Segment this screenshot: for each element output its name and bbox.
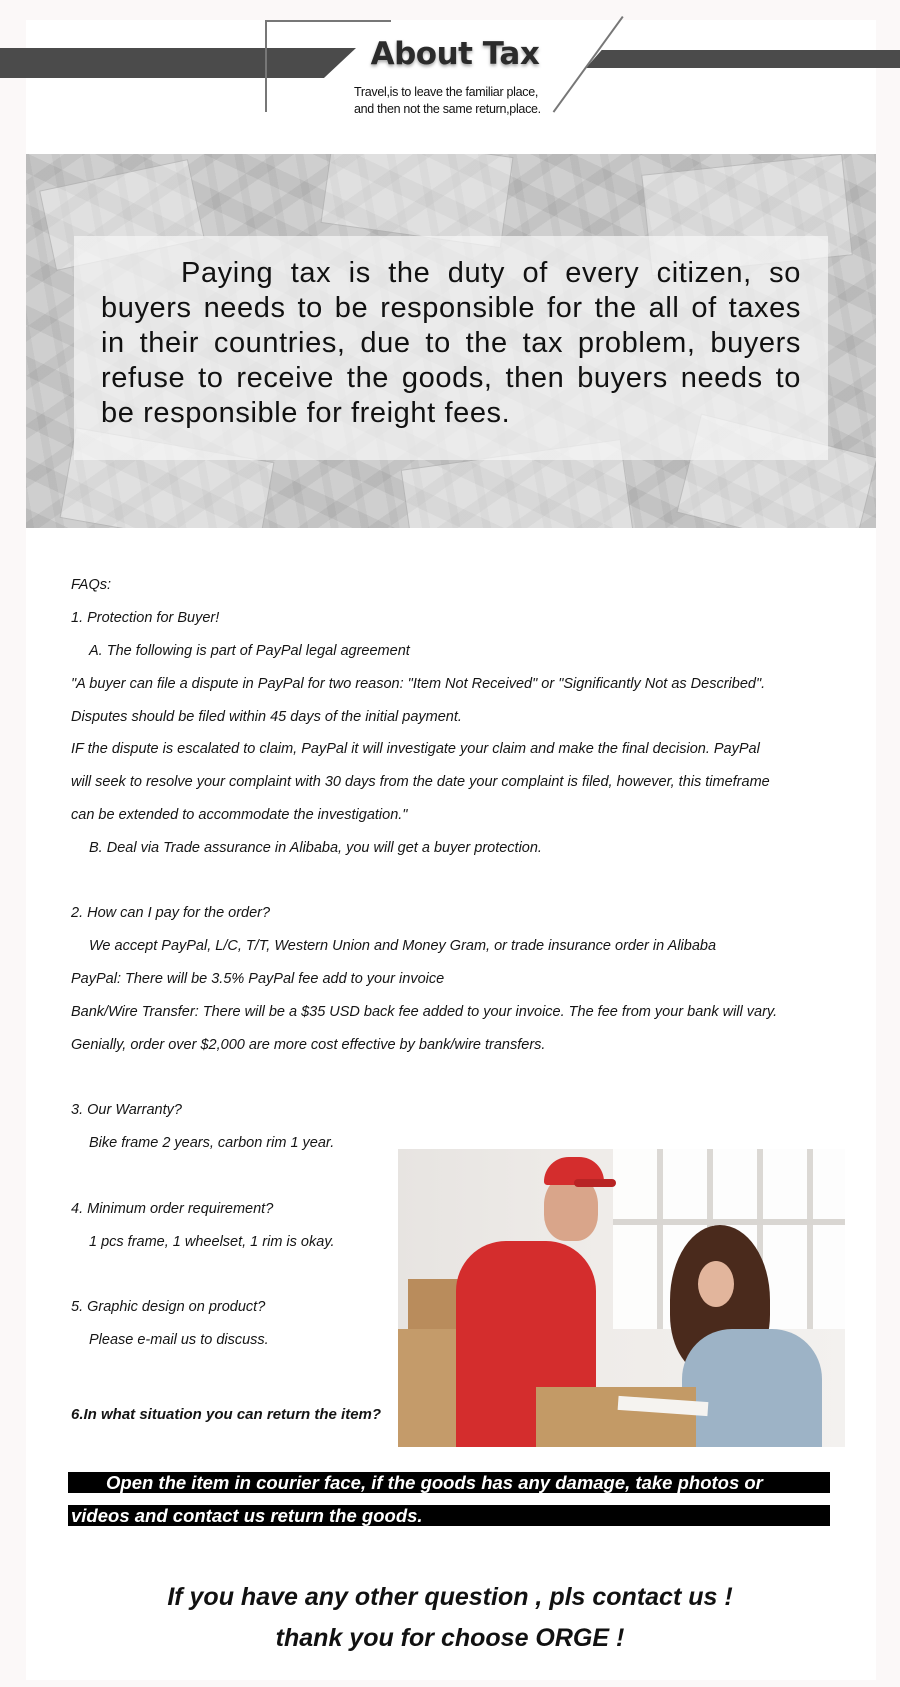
return-note-text1: Open the item in courier face, if the goods has any damage, take photos or <box>106 1472 763 1493</box>
courier-delivery-photo <box>398 1149 845 1447</box>
faq-answer-line: B. Deal via Trade assurance in Alibaba, you will get a buyer protection. <box>89 840 542 856</box>
return-note-text2: videos and contact us return the goods. <box>71 1505 423 1526</box>
header-subtitle-line2: and then not the same return,place. <box>354 102 541 116</box>
faq-answer-line: A. The following is part of PayPal legal agreement <box>89 643 410 659</box>
faq-question-5: 5. Graphic design on product? <box>71 1299 266 1315</box>
faq-answer-line: can be extended to accommodate the investigation." <box>71 807 408 823</box>
header-bar-right <box>586 50 900 68</box>
photo-window-bar <box>613 1219 845 1225</box>
banknote-shape <box>320 154 513 248</box>
photo-customer <box>682 1329 822 1447</box>
faq-answer-line: will seek to resolve your complaint with 30 days from the date your complaint is filed, however, this timeframe <box>71 774 770 790</box>
photo-customer-face <box>698 1261 734 1307</box>
faq-question-4: 4. Minimum order requirement? <box>71 1201 274 1217</box>
return-note-line1 <box>68 1472 830 1493</box>
tax-notice-body: Paying tax is the duty of every citizen, so buyers needs to be responsible for the all of taxes in their countries, due to the tax problem, buyers refuse to receive the goods, then buyers needs to be responsible for freight fees. <box>101 257 801 429</box>
header-subtitle-line1: Travel,is to leave the familiar place, <box>354 85 539 99</box>
return-note-line2 <box>68 1505 830 1526</box>
faq-answer-line: Bank/Wire Transfer: There will be a $35 USD back fee added to your invoice. The fee from your bank will vary. <box>71 1004 778 1020</box>
closing-line1: If you have any other question , pls contact us ! <box>167 1583 733 1611</box>
page-title: About Tax <box>370 36 540 72</box>
faq-answer-line: "A buyer can file a dispute in PayPal for two reason: "Item Not Received" or "Significantly Not as Described". <box>71 676 766 692</box>
money-banner-image <box>26 154 876 528</box>
faq-answer-line: Please e-mail us to discuss. <box>89 1332 269 1348</box>
header-subtitle <box>354 84 594 118</box>
photo-package <box>536 1387 696 1447</box>
photo-courier-cap-brim <box>574 1179 616 1187</box>
faq-answer-line: IF the dispute is escalated to claim, PayPal it will investigate your claim and make the final decision. PayPal <box>71 741 760 757</box>
faq-question-6: 6.In what situation you can return the item? <box>71 1406 382 1423</box>
faq-answer-line: 1 pcs frame, 1 wheelset, 1 rim is okay. <box>89 1234 335 1250</box>
faq-answer-line: Bike frame 2 years, carbon rim 1 year. <box>89 1135 335 1151</box>
faq-question-2: 2. How can I pay for the order? <box>71 905 271 921</box>
faq-answer-line: Genially, order over $2,000 are more cost effective by bank/wire transfers. <box>71 1037 546 1053</box>
header <box>0 0 900 140</box>
faq-answer-line: Disputes should be filed within 45 days of the initial payment. <box>71 709 462 725</box>
tax-notice-text <box>101 256 801 431</box>
faq-heading: FAQs: <box>71 577 112 593</box>
faq-question-3: 3. Our Warranty? <box>71 1102 182 1118</box>
faq-answer-line: We accept PayPal, L/C, T/T, Western Union and Money Gram, or trade insurance order in Alibaba <box>89 938 717 954</box>
closing-line2: thank you for choose ORGE ! <box>275 1624 625 1652</box>
faq-answer-line: PayPal: There will be 3.5% PayPal fee add to your invoice <box>71 971 445 987</box>
faq-question-1: 1. Protection for Buyer! <box>71 610 220 626</box>
